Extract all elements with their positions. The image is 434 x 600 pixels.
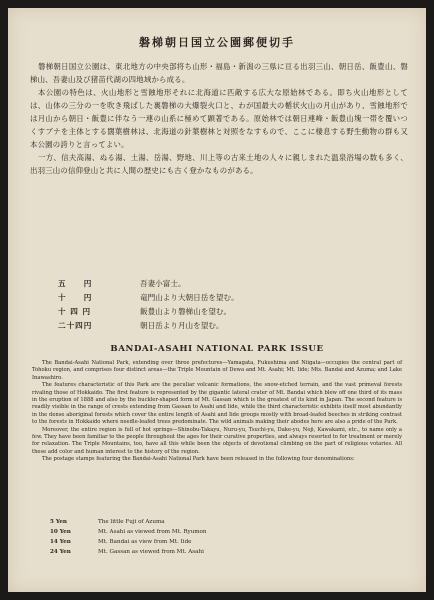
denomination-row [50,537,207,547]
denomination-row [58,290,239,304]
denomination-description: 吾妻小富士。 [140,278,186,288]
denomination-description: Mt. Gassan as viewed from Mt. Asahi [98,549,204,555]
japanese-paragraph: 本公園の特色は、火山地形と雪蝕地形それに北海道に匹敵する広大な原始林である。即ち火山地形としては、山体の三分の一を吹き飛ばした裏磐梯の大爆裂火口と、わが国最大の楯状火山の月山があり、雪蝕地形では月山から朝日・飯豊に伴なう一連の山系に極めて顕著である。原始林では朝日連峰・飯豊山塊一帯を覆いつくすブナを主体とする闊葉樹林は、北海道の針葉樹林と対照をなすもので、ここに棲息する野生動物の群も又本公園の誇りと言ってよい。 [30,88,408,149]
english-paragraph: Moreover, the entire region is full of hot springs—Shinobu-Takayu, Nuru-yu, Tsuchi-yu, Dake-yu, Noji, Kawakami, etc., to name only a few. They have been familiar to the people throughout the ages for their curative properties, and always resorted to for treatment or merely for relaxation. The Triple Mountains, too, have all this while been the objects of devotional climbing on the part of religious votaries. All these add color and human interest to the history of the region. [32,426,402,455]
denomination-description: The little Fuji of Azuma [98,519,165,525]
denomination-amount: 十 円 [58,292,93,302]
denomination-row [58,318,239,332]
denomination-row [50,517,207,527]
english-paragraph: The Bandai-Asahi National Park, extending over three prefectures—Yamagata, Fukushima and Niigata—occupies the central part of Tohoku region, and comprises four distinct areas—the Triple Mountain of Dewa and Mt. Asahi; Mt. Iide; Mts. Bandai and Azuma; and Lake Inawashiro. [32,360,402,381]
japanese-title: 磐梯朝日国立公園郵便切手 [139,36,295,49]
english-title: BANDAI-ASAHI NATIONAL PARK ISSUE [110,344,324,354]
denomination-amount: 10 Yen [50,529,71,535]
english-denomination-list [50,517,207,557]
denomination-description: 飯豊山より磐梯山を望む。 [140,306,232,316]
japanese-body [30,60,408,177]
denomination-amount: 14 Yen [50,539,71,545]
japanese-denomination-list [58,276,239,332]
denomination-amount: 24 Yen [50,549,71,555]
japanese-paragraph: 磐梯朝日国立公園は、東北地方の中央部将ち山形・福島・新潟の三県に亘る出羽三山、朝日岳、飯豊山、磐梯山、吾妻山及び猪苗代湖の四地域から成る。 [30,62,408,84]
denomination-description: 竜門山より大朝日岳を望む。 [140,292,239,302]
denomination-description: Mt. Asahi as viewed from Mt. Ryumon [98,529,207,535]
document-sheet [8,8,426,592]
denomination-row [50,527,207,537]
denomination-amount: 5 Yen [50,519,67,525]
denomination-description: Mt. Bandai as view from Mt. Iide [98,539,192,545]
denomination-amount: 二十四円 [58,320,93,330]
english-paragraph: The features characteristic of this Park are the peculiar volcanic formations, the snow-etched terrain, and the vast primeval forests rivaling those of Hokkaido. The first feature is represented by the gigantic lateral crater of Mt. Bandai which blew off one third of its mass in the eruption of 1888 and also by the buckler-shaped form of Mt. Gassan which is the greatest of its kind in Japan. The second feature is readily visible in the range of crests extending from Gassan to Asahi and Iide, while the third characteristic exhibits itself most abundantly in the dense aboriginal forests which cover the entire length of Asahi and Iide groups mostly with broad-leafed beeches in striking contrast to the forests in Hokkaido where needle-leafed trees predominate. The wild animals making their abodes here are also a pride of the Park. [32,382,402,426]
english-body [32,360,402,464]
denomination-amount: 十 四 円 [58,306,92,316]
denomination-description: 朝日岳より月山を望む。 [140,320,224,330]
english-paragraph: The postage stamps featuring the Bandai-Asahi National Park have been released in the following four denominations: [42,456,355,463]
denomination-row [58,304,239,318]
denomination-row [58,276,239,290]
japanese-paragraph: 一方、信夫高湯、ぬる湯、土湯、岳湯、野地、川上等の古来土地の人々に親しまれた温泉浴場の数も多く、出羽三山の信仰登山と共に人間の歴史にも古く登かなものがある。 [30,153,408,175]
denomination-row [50,547,207,557]
denomination-amount: 五 円 [58,278,93,288]
